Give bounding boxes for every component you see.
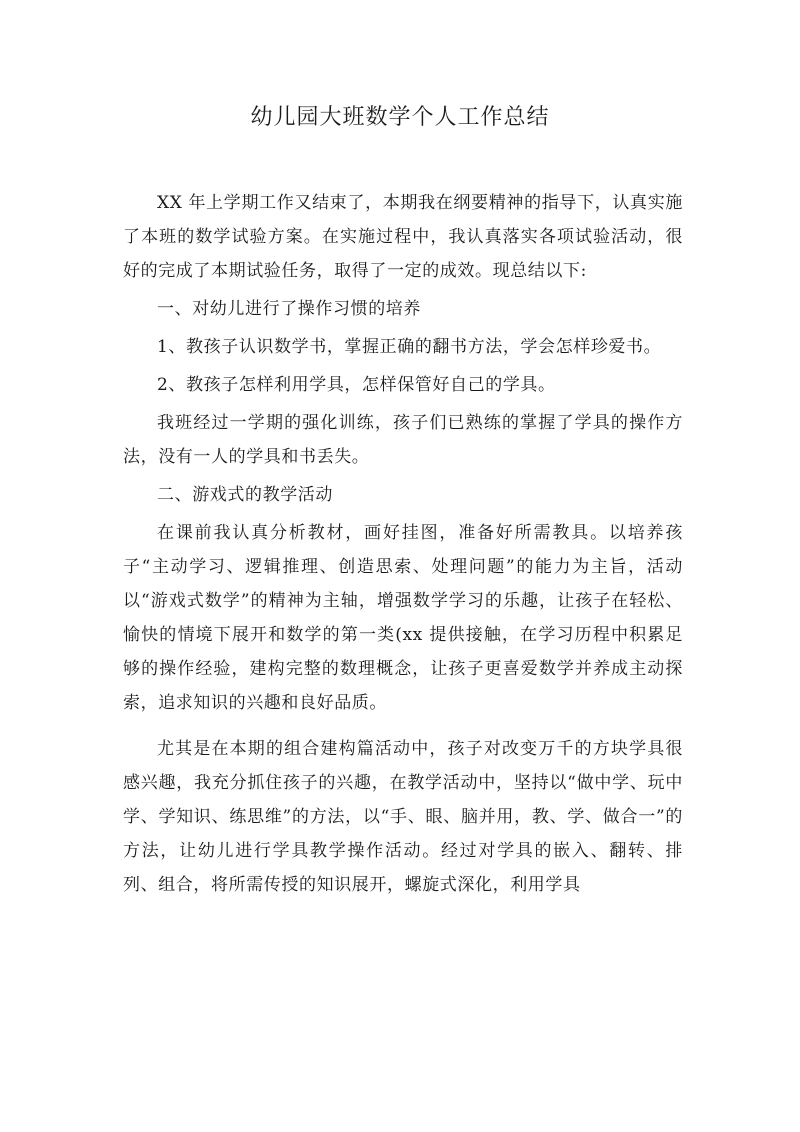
section-heading-1: 一、对幼儿进行了操作习惯的培养: [157, 299, 421, 319]
document-body: [123, 186, 683, 902]
paragraph-game-teaching: 在课前我认真分析教材，画好挂图，准备好所需教具。以培养孩子“主动学习、逻辑推理、创造思索、处理问题”的能力为主旨，活动以“游戏式数学”的精神为主轴，增强数学学习的乐趣，让孩子在轻松、愉快的情境下展开和数学的第一类(xx 提供接触，在学习历程中积累足够的操作经验，建构完整的数理概念，让孩子更喜爱数学并养成主动探索，追求知识的兴趣和良好品质。: [123, 523, 683, 713]
section-heading-2: 二、游戏式的教学活动: [157, 485, 333, 505]
list-item-2: 2、教孩子怎样利用学具，怎样保管好自己的学具。: [157, 375, 556, 395]
paragraph-construction: 尤其是在本期的组合建构篇活动中，孩子对改变万千的方块学具很感兴趣，我充分抓住孩子的兴趣，在教学活动中，坚持以“做中学、玩中学、学知识、练思维”的方法，以“手、眼、脑并用，教、学、做合一”的方法，让幼儿进行学具教学操作活动。经过对学具的嵌入、翻转、排列、组合，将所需传授的知识展开，螺旋式深化，利用学具: [123, 739, 683, 895]
paragraph-training: 我班经过一学期的强化训练，孩子们已熟练的掌握了学具的操作方法，没有一人的学具和书丢失。: [123, 413, 683, 467]
document-title: 幼儿园大班数学个人工作总结: [250, 105, 550, 130]
list-item-1: 1、教孩子认识数学书，掌握正确的翻书方法，学会怎样珍爱书。: [157, 337, 662, 357]
paragraph-intro: XX 年上学期工作又结束了，本期我在纲要精神的指导下，认真实施了本班的数学试验方案。在实施过程中，我认真落实各项试验活动，很好的完成了本期试验任务，取得了一定的成效。现总结以下:: [123, 193, 683, 281]
